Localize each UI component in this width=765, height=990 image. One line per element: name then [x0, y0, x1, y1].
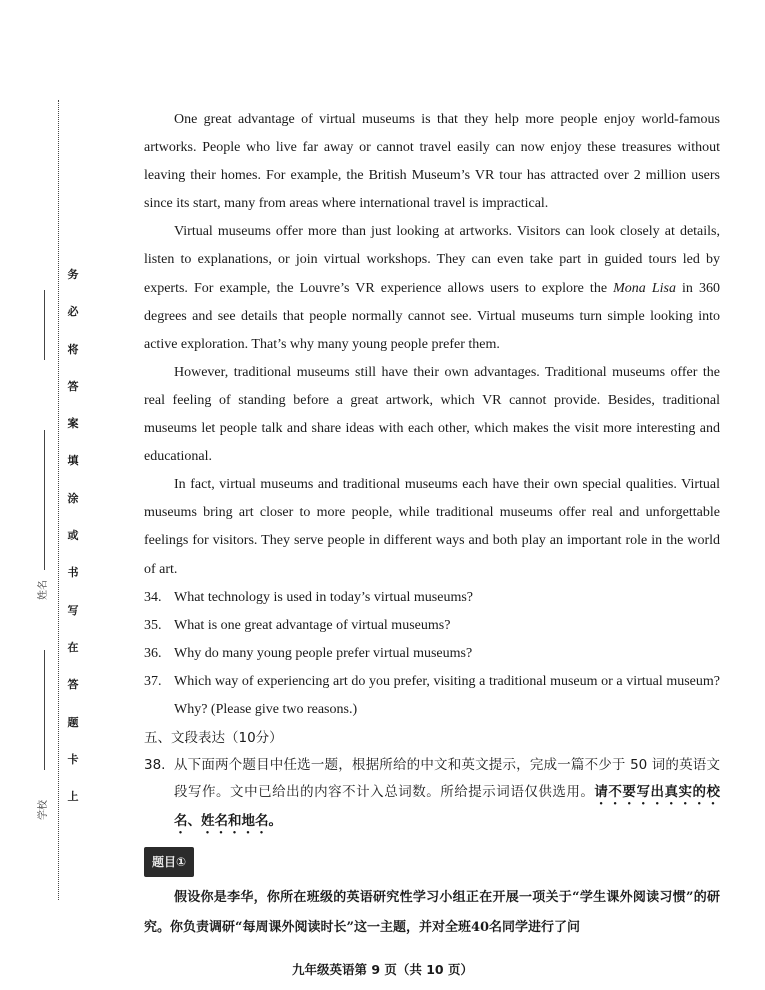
page-content	[144, 106, 720, 943]
task-number: 38.	[144, 757, 166, 774]
margin-rule	[44, 430, 45, 570]
question-item: 35. What is one great advantage of virtual museums?	[144, 617, 451, 633]
question-list	[144, 584, 720, 724]
section-heading: 五、文段表达（10分）	[144, 730, 283, 747]
handwritten-name: 姓名	[38, 580, 49, 600]
passage-paragraph: Virtual museums offer more than just looking at artworks. Visitors can look closely at details, listen to explanations, or join virtual workshops. They can even take part in guided tours led by experts. For example, the Louvre’s VR experience allows users to explore the Mona Lisa in 360 degrees and see details that people normally cannot see. Virtual museums turn simple looking into active exploration. That’s why many young people prefer them.	[144, 224, 720, 352]
reading-passage	[144, 106, 720, 584]
margin-rule	[44, 650, 45, 770]
question-item: 36. Why do many young people prefer virtual museums?	[144, 645, 473, 661]
binding-margin-notice: 务必将答案填涂或书写在答题卡上	[67, 268, 79, 804]
page-footer: 九年级英语第 9 页（共 10 页）	[291, 962, 473, 977]
handwritten-school: 学校	[38, 800, 49, 820]
question-item: 34. What technology is used in today’s virtual museums?	[144, 589, 474, 605]
passage-paragraph: In fact, virtual museums and traditional museums each have their own special qualities. Virtual museums bring art closer to more people, while traditional museums offer real and unforgettable feelings for visitors. They serve people in different ways and both play an important role in the world of art.	[144, 477, 720, 577]
binding-dotted-line	[58, 100, 59, 900]
task-emphasis: 请不要写出真实的校名、姓名和地名。	[174, 784, 721, 830]
topic-label: 题目①	[144, 847, 194, 877]
passage-paragraph: One great advantage of virtual museums is that they help more people enjoy world-famous artworks. People who live far away or cannot travel easily can now enjoy these treasures without leaving their homes. For example, the British Museum’s VR tour has attracted over 2 million users since its start, many from areas where international travel is impractical.	[144, 112, 720, 212]
task-instructions: 从下面两个题目中任选一题，根据所给的中文和英文提示，完成一篇不少于 50 词的英语文段写作。文中已给出的内容不计入总词数。所给提示词语仅供选用。	[174, 757, 720, 801]
margin-rule	[44, 290, 45, 360]
passage-paragraph: However, traditional museums still have their own advantages. Traditional museums offer the real feeling of standing before a great artwork, which VR cannot provide. Besides, traditional museums let people talk and share ideas with each other, which makes the visit more interesting and educational.	[144, 364, 720, 465]
question-item: 37. Which way of experiencing art do you prefer, visiting a traditional museum or a virtual museum? Why? (Please give two reasons.)	[144, 673, 720, 717]
writing-task	[144, 752, 720, 837]
writing-scenario: 假设你是李华，你所在班级的英语研究性学习小组正在开展一项关于“学生课外阅读习惯”的研究。你负责调研“每周课外阅读时长”这一主题，并对全班40名同学进行了问	[144, 890, 720, 936]
